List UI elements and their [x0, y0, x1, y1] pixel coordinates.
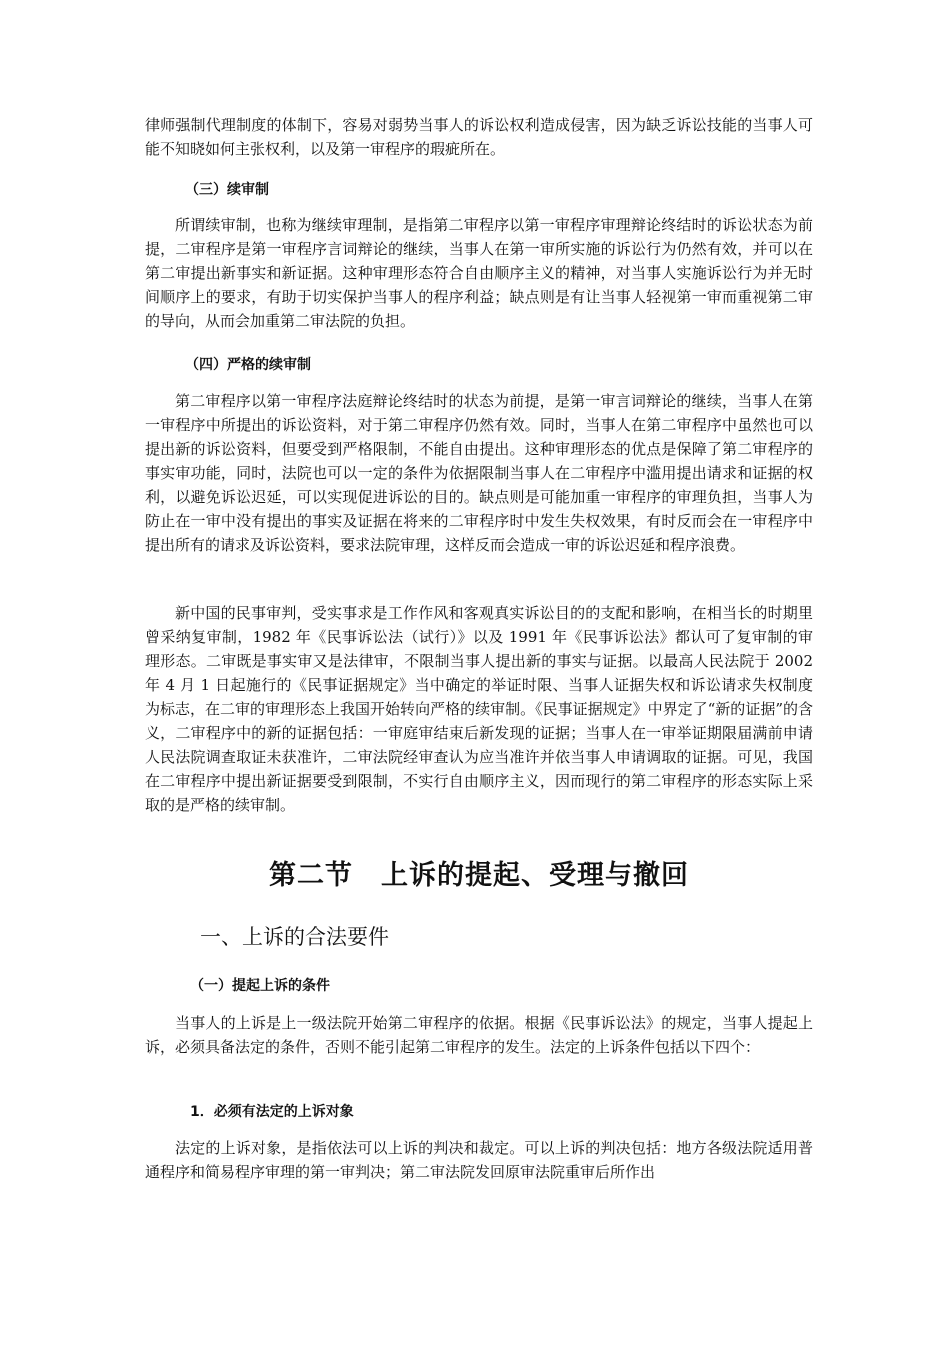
- heading-three-text: （三）续审制: [185, 182, 269, 198]
- section-title-block: [145, 858, 813, 894]
- intro-paragraph: 律师强制代理制度的体制下，容易对弱势当事人的诉讼权利造成侵害，因为缺乏诉讼技能的当事人可能不知晓如何主张权利，以及第一审程序的瑕疵所在。: [145, 116, 813, 158]
- item1-block: [145, 1136, 813, 1184]
- item1-paragraph: 法定的上诉对象，是指依法可以上诉的判决和裁定。可以上诉的判决包括：地方各级法院适用普通程序和简易程序审理的第一审判决；第二审法院发回原审法院重审后所作出: [145, 1139, 813, 1181]
- sub1-heading: （一）提起上诉的条件: [190, 978, 330, 994]
- heading-three: [185, 180, 813, 200]
- section-title: 第二节 上诉的提起、受理与撤回: [269, 860, 689, 891]
- sub1-paragraph: 当事人的上诉是上一级法院开始第二审程序的依据。根据《民事诉讼法》的规定，当事人提起上诉，必须具备法定的条件，否则不能引起第二审程序的发生。法定的上诉条件包括以下四个：: [145, 1014, 813, 1056]
- intro-block: [145, 113, 813, 161]
- item1-heading-block: [190, 1102, 813, 1122]
- china-block: [145, 601, 813, 817]
- level1-heading: 一、上诉的合法要件: [200, 925, 389, 949]
- section-three-paragraph: 所谓续审制，也称为继续审理制，是指第二审程序以第一审程序审理辩论终结时的诉讼状态为前提，二审程序是第一审程序言词辩论的继续，当事人在第一审所实施的诉讼行为仍然有效，并可以在第二审提出新事实和新证据。这种审理形态符合自由顺序主义的精神，对当事人实施诉讼行为并无时间顺序上的要求，有助于切实保护当事人的程序利益；缺点则是有让当事人轻视第一审而重视第二审的导向，从而会加重第二审法院的负担。: [145, 216, 813, 330]
- section-four-block: [145, 389, 813, 557]
- level1-heading-block: [200, 922, 813, 952]
- section-three-block: [145, 213, 813, 333]
- item1-heading: 1．必须有法定的上诉对象: [190, 1104, 354, 1120]
- china-paragraph: 新中国的民事审判，受实事求是工作作风和客观真实诉讼目的的支配和影响，在相当长的时期里曾采纳复审制，1982 年《民事诉讼法（试行）》以及 1991 年《民事诉讼法》都认可了复审制的审理形态。二审既是事实审又是法律审，不限制当事人提出新的事实与证据。以最高人民法院于 2002 年 4 月 1 日起施行的《民事证据规定》当中确定的举证时限、当事人证据失权和诉讼请求失权制度为标志，在二审的审理形态上我国开始转向严格的续审制。《民事证据规定》中界定了“新的证据”的含义，二审程序中的新的证据包括：一审庭审结束后新发现的证据；当事人在一审举证期限届满前申请人民法院调查取证未获准许，二审法院经审查认为应当准许并依当事人申请调取的证据。可见，我国在二审程序中提出新证据要受到限制，不实行自由顺序主义，因而现行的第二审程序的形态实际上采取的是严格的续审制。: [145, 604, 813, 814]
- section-four-paragraph: 第二审程序以第一审程序法庭辩论终结时的状态为前提，是第一审言词辩论的继续，当事人在第一审程序中所提出的诉讼资料，对于第二审程序仍然有效。同时，当事人在第二审程序中虽然也可以提出新的诉讼资料，但要受到严格限制，不能自由提出。这种审理形态的优点是保障了第二审程序的事实审功能，同时，法院也可以一定的条件为依据限制当事人在二审程序中滥用提出请求和证据的权利，以避免诉讼迟延，可以实现促进诉讼的目的。缺点则是可能加重一审程序的审理负担，当事人为防止在一审中没有提出的事实及证据在将来的二审程序时中发生失权效果，有时反而会在一审程序中提出所有的请求及诉讼资料，要求法院审理，这样反而会造成一审的诉讼迟延和程序浪费。: [145, 392, 813, 554]
- sub1-block: [145, 1011, 813, 1059]
- heading-four-text: （四）严格的续审制: [185, 357, 311, 373]
- sub1-heading-block: [190, 976, 813, 996]
- heading-four: [185, 355, 813, 375]
